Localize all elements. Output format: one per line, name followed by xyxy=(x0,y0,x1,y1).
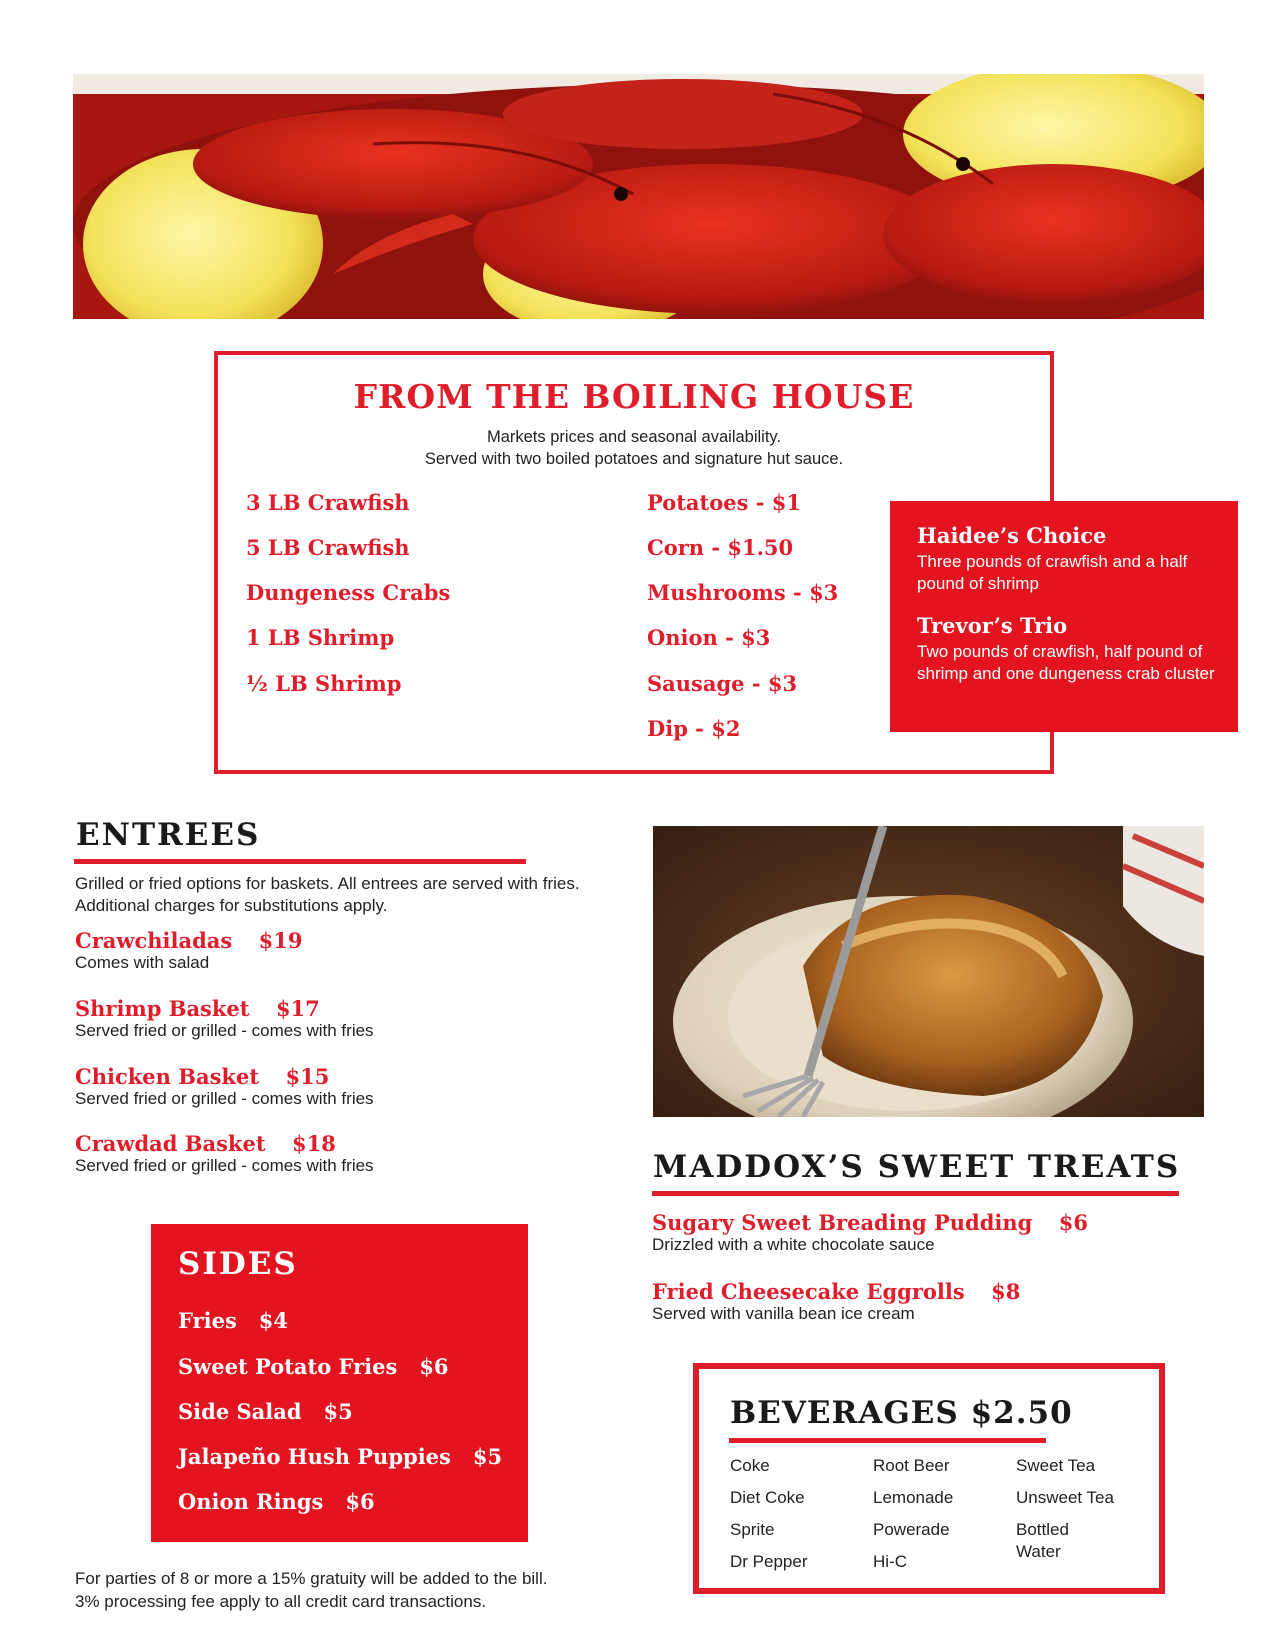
side-item xyxy=(178,1444,502,1469)
side-name: Side Salad xyxy=(178,1399,302,1424)
side-name: Onion Rings xyxy=(178,1489,324,1514)
combo-desc-trevors-trio: Two pounds of crawfish, half pound of shrimp and one dungeness crab cluster xyxy=(917,642,1215,683)
beverages-section xyxy=(693,1363,1165,1594)
sweet-treats-underline xyxy=(652,1191,1179,1196)
entree-name: Crawdad Basket xyxy=(75,1131,266,1156)
entrees-title: ENTREES xyxy=(76,817,261,853)
beverage-item: Sweet Tea xyxy=(1016,1456,1096,1475)
boil-item-1lb-shrimp: 1 LB Shrimp xyxy=(246,625,395,650)
side-price: $6 xyxy=(345,1489,375,1514)
sides-title: SIDES xyxy=(178,1246,298,1282)
dessert-description: Drizzled with a white chocolate sauce xyxy=(652,1235,935,1254)
side-item xyxy=(178,1308,288,1333)
boil-item-half-lb-shrimp: ½ LB Shrimp xyxy=(246,671,402,696)
combo-specials-box xyxy=(890,501,1238,732)
combo-name-haidees-choice: Haidee’s Choice xyxy=(917,523,1107,548)
entree-description: Comes with salad xyxy=(75,953,210,972)
beverages-title: BEVERAGES $2.50 xyxy=(730,1395,1073,1431)
addon-corn: Corn - $1.50 xyxy=(647,535,794,560)
boiling-house-title: FROM THE BOILING HOUSE xyxy=(353,377,915,416)
footer-gratuity-note: For parties of 8 or more a 15% gratuity will be added to the bill. xyxy=(75,1569,548,1588)
entree-item xyxy=(75,996,374,1041)
beverage-item: Bottled Water xyxy=(1016,1520,1069,1561)
dessert-name: Fried Cheesecake Eggrolls xyxy=(652,1279,965,1304)
side-price: $4 xyxy=(258,1308,288,1333)
side-item xyxy=(178,1399,353,1424)
entree-item xyxy=(75,1131,374,1176)
entree-description: Served fried or grilled - comes with fries xyxy=(75,1021,374,1040)
boiling-house-subtitle-line1: Markets prices and seasonal availability. xyxy=(486,428,782,446)
side-name: Fries xyxy=(178,1308,237,1333)
hero-crawfish-photo xyxy=(73,74,1204,319)
beverage-item: Powerade xyxy=(873,1520,950,1539)
entree-price: $18 xyxy=(292,1131,336,1156)
entree-description: Served fried or grilled - comes with fries xyxy=(75,1156,374,1175)
beverage-item: Unsweet Tea xyxy=(1016,1488,1114,1507)
combo-name-trevors-trio: Trevor’s Trio xyxy=(917,613,1068,638)
addon-dip: Dip - $2 xyxy=(647,716,741,741)
sweet-treats-title: MADDOX’S SWEET TREATS xyxy=(653,1149,1181,1185)
dessert-description: Served with vanilla bean ice cream xyxy=(652,1304,915,1323)
addon-potatoes: Potatoes - $1 xyxy=(647,490,801,515)
entrees-intro: Grilled or fried options for baskets. All entrees are served with fries. Additional charges for substitutions apply. xyxy=(75,874,580,915)
beverage-item: Root Beer xyxy=(873,1456,950,1475)
beverages-underline xyxy=(729,1438,1046,1443)
addon-mushrooms: Mushrooms - $3 xyxy=(647,580,839,605)
dessert-name: Sugary Sweet Breading Pudding xyxy=(652,1210,1033,1235)
beverage-item: Dr Pepper xyxy=(730,1552,808,1571)
boil-item-dungeness-crabs: Dungeness Crabs xyxy=(246,580,451,605)
side-item xyxy=(178,1354,449,1379)
entree-price: $15 xyxy=(285,1064,330,1089)
side-price: $5 xyxy=(472,1444,503,1469)
entree-item xyxy=(75,928,303,973)
beverage-item: Lemonade xyxy=(873,1488,954,1507)
beverage-item: Hi-C xyxy=(873,1552,907,1571)
entree-price: $19 xyxy=(258,928,303,953)
entree-price: $17 xyxy=(275,996,320,1021)
combo-desc-haidees-choice: Three pounds of crawfish and a half pound of shrimp xyxy=(917,552,1188,593)
entree-name: Shrimp Basket xyxy=(75,996,250,1021)
footer-fee-note: 3% processing fee apply to all credit card transactions. xyxy=(75,1592,487,1611)
entree-description: Served fried or grilled - comes with fries xyxy=(75,1089,374,1108)
dessert-price: $6 xyxy=(1058,1210,1089,1235)
bread-pudding-photo xyxy=(653,826,1204,1117)
beverage-item: Diet Coke xyxy=(730,1488,805,1507)
side-price: $6 xyxy=(419,1354,449,1379)
side-name: Jalapeño Hush Puppies xyxy=(178,1444,451,1469)
boil-item-3lb-crawfish: 3 LB Crawfish xyxy=(246,490,410,515)
beverage-item: Sprite xyxy=(730,1520,775,1539)
dessert-price: $8 xyxy=(991,1279,1021,1304)
addon-sausage: Sausage - $3 xyxy=(647,671,798,696)
dessert-item xyxy=(652,1210,1088,1255)
entree-name: Chicken Basket xyxy=(75,1064,260,1089)
dessert-item xyxy=(652,1279,1020,1324)
entree-item xyxy=(75,1064,374,1109)
side-name: Sweet Potato Fries xyxy=(178,1354,398,1379)
addon-onion: Onion - $3 xyxy=(647,625,771,650)
entree-name: Crawchiladas xyxy=(75,928,233,953)
sides-section xyxy=(151,1224,528,1542)
boil-item-5lb-crawfish: 5 LB Crawfish xyxy=(246,535,410,560)
entrees-underline xyxy=(74,859,526,864)
side-item xyxy=(178,1489,375,1514)
boiling-house-subtitle-line2: Served with two boiled potatoes and signature hut sauce. xyxy=(424,450,844,468)
beverage-item: Coke xyxy=(730,1456,770,1475)
footer-notes xyxy=(75,1567,547,1613)
side-price: $5 xyxy=(323,1399,353,1424)
